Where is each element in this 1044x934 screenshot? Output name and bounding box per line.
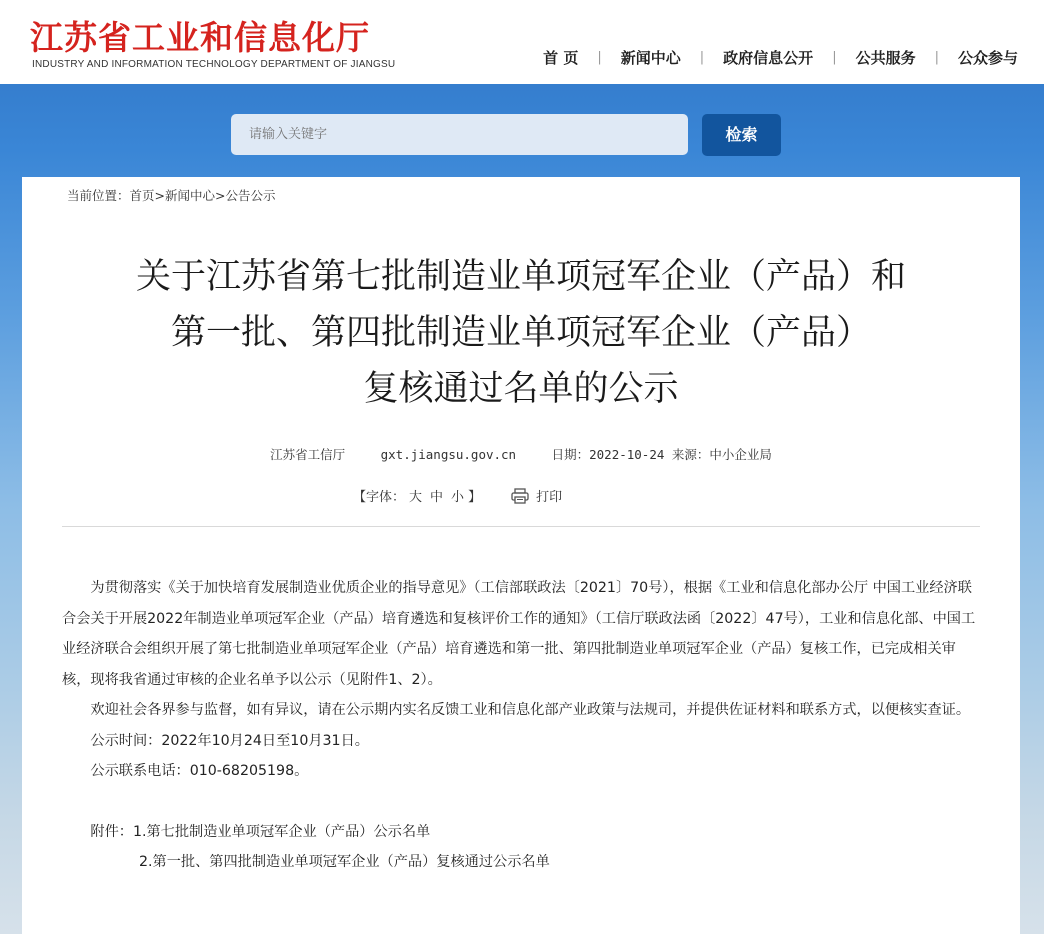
nav-item-news[interactable]: 新闻中心 <box>620 49 681 67</box>
nav-item-gov-info[interactable]: 政府信息公开 <box>723 49 814 67</box>
site-logo-english: INDUSTRY AND INFORMATION TECHNOLOGY DEPARTMENT OF JIANGSU <box>32 59 396 70</box>
article-panel <box>22 177 1020 934</box>
search-button[interactable]: 检索 <box>702 114 781 156</box>
print-button[interactable] <box>511 486 562 505</box>
attachment-item[interactable]: 2.第一批、第四批制造业单项冠军企业（产品）复核通过公示名单 <box>139 854 550 870</box>
nav-item-public-service[interactable]: 公共服务 <box>855 49 916 67</box>
contact-phone: 公示联系电话：010-68205198。 <box>90 763 309 779</box>
meta-source-org: 江苏省工信厅 <box>270 447 346 462</box>
main-nav <box>543 47 1018 68</box>
meta-date-source: 日期：2022-10-24 来源：中小企业局 <box>551 447 772 462</box>
font-size-medium[interactable]: 中 <box>430 490 444 505</box>
font-size-label-close: 】 <box>468 490 482 505</box>
article-title-line: 复核通过名单的公示 <box>363 369 679 409</box>
publicity-time: 公示时间：2022年10月24日至10月31日。 <box>90 732 369 749</box>
divider <box>62 526 980 527</box>
article-paragraph: 欢迎社会各界参与监督，如有异议，请在公示期内实名反馈工业和信息化部产业政策与法规司，并提供佐证材料和联系方式，以便核实查证。 <box>90 702 971 718</box>
print-label: 打印 <box>536 490 563 505</box>
breadcrumb-path[interactable]: 首页>新闻中心>公告公示 <box>129 188 276 203</box>
breadcrumb <box>67 186 275 204</box>
meta-site: gxt.jiangsu.gov.cn <box>380 447 517 462</box>
article-meta <box>22 445 1020 463</box>
nav-separator: | <box>597 50 602 65</box>
font-size-small[interactable]: 小 <box>451 490 465 505</box>
article-title-line: 关于江苏省第七批制造业单项冠军企业（产品）和 <box>135 257 906 297</box>
font-size-large[interactable]: 大 <box>409 490 423 505</box>
attachment-item[interactable]: 附件：1.第七批制造业单项冠军企业（产品）公示名单 <box>90 823 431 840</box>
article-tools <box>353 486 562 505</box>
article-body <box>62 573 980 878</box>
article-title <box>22 249 1020 417</box>
article-paragraph: 为贯彻落实《关于加快培育发展制造业优质企业的指导意见》（工信部联政法〔2021〕70号），根据《工业和信息化部办公厅 中国工业经济联合会关于开展2022年制造业单项冠军企业（产品）培育遴选和复核评价工作的通知》（工信厅联政法函〔2022〕47号），工业和信息化部、中国工业经济联合会组织开展了第七批制造业单项冠军企业（产品）培育遴选和第一批、第四批制造业单项冠军企业（产品）复核工作，已完成相关审核，现将我省通过审核的企业名单予以公示（见附件1、2）。 <box>62 580 976 688</box>
font-size-label-open: 【字体： <box>353 490 406 505</box>
nav-item-home[interactable]: 首 页 <box>543 49 579 67</box>
nav-separator: | <box>832 50 837 65</box>
nav-item-public-participation[interactable]: 公众参与 <box>957 49 1018 67</box>
breadcrumb-label: 当前位置： <box>67 188 130 203</box>
article-title-line: 第一批、第四批制造业单项冠军企业（产品） <box>170 313 871 353</box>
site-logo-chinese[interactable]: 江苏省工业和信息化厅 <box>30 18 370 57</box>
search-input[interactable] <box>231 114 688 155</box>
nav-separator: | <box>934 50 939 65</box>
site-header <box>0 0 1044 84</box>
spacer <box>62 787 980 817</box>
printer-icon <box>511 488 529 504</box>
nav-separator: | <box>699 50 705 65</box>
